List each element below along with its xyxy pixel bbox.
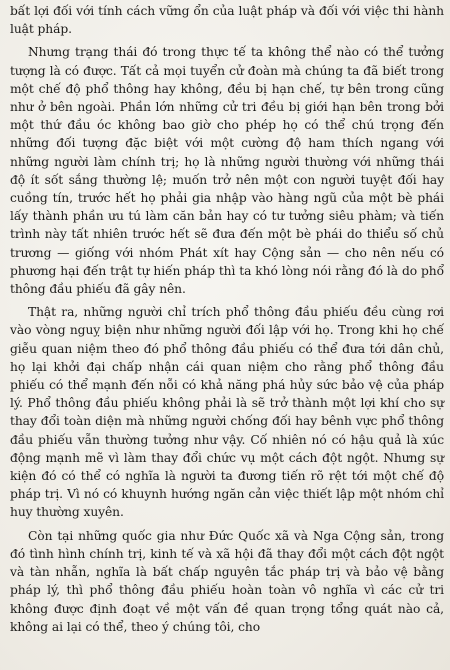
paragraph-2: Nhưng trạng thái đó trong thực tế ta không thể nào có thể tưởng tượng là có được. Tất cả mọi tuyển cử đoàn mà chúng ta đã biết trong một chế độ phổ thông hay không, đều bị hạn chế, tự bên trong cũng như ở bên ngoài. Phần lớn những cử tri đều bị giới hạn bên trong bởi một thứ đầu óc không bao giờ cho phép họ có thể chú trọng đến những đối tượng đặc biệt với một cường độ ham thích ngang với những người làm chính trị; họ là những người thường với những thái độ ít sốt sắng thường lệ; muốn trở nên một con người tuyệt đối hay cuồng tín, trước hết họ phải gia nhập vào hàng ngũ của một bè phái lấy thành phần ưu tú làm căn bản hay có tư tưởng siêu phàm; và tiến trình này tất nhiên trước hết sẽ đưa đến một bè phái do thiểu số chủ trương — giống với nhóm Phát xít hay Cộng sản — cho nên nếu có phương hại đến trật tự hiến pháp thì ta khó lòng nói rằng đó là do phổ thông đầu phiếu đã gây nên. (10, 45, 444, 297)
paragraph-1: bất lợi đối với tính cách vững ổn của luật pháp và đối với việc thi hành luật pháp. (10, 4, 444, 37)
paragraph-4: Còn tại những quốc gia như Đức Quốc xã và Nga Cộng sản, trong đó tình hình chính trị, kinh tế và xã hội đã thay đổi một cách đột ngột và tàn nhẫn, nghĩa là bất chấp nguyên tắc pháp trị và bảo vệ bằng pháp lý, thì phổ thông đầu phiếu hoàn toàn vô nghĩa vì các cử tri không được định đoạt về một vấn đề quan trọng tổng quát nào cả, không ai lại có thể, theo ý chúng tôi, cho (10, 528, 444, 634)
body-text (10, 2, 444, 636)
paragraph-3: Thật ra, những người chỉ trích phổ thông đầu phiếu đều cùng rơi vào vòng nguỵ biện như những người đối lập với họ. Trong khi họ chế giễu quan niệm theo đó phổ thông đầu phiếu có thể đưa tới dân chủ, họ lại khởi đại chấp nhận cái quan niệm cho rằng phổ thông đầu phiếu có thể mạnh đến nỗi có khả năng phá hủy sức bảo vệ của pháp lý. Phổ thông đầu phiếu không phải là sẽ trở thành một lợi khí cho sự thay đổi toàn diện mà những người chống đối hay bênh vực phổ thông đầu phiếu vẫn thường tưởng như vậy. Cố nhiên nó có hậu quả là xúc động mạnh mẽ vì làm thay đổi chức vụ một cách đột ngột. Nhưng sự kiện đó có thể có nghĩa là người ta đương tiến rõ rệt tới một chế độ pháp trị. Vì nó có khuynh hướng ngăn cản việc thiết lập một nhóm chỉ huy thường xuyên. (10, 305, 444, 520)
